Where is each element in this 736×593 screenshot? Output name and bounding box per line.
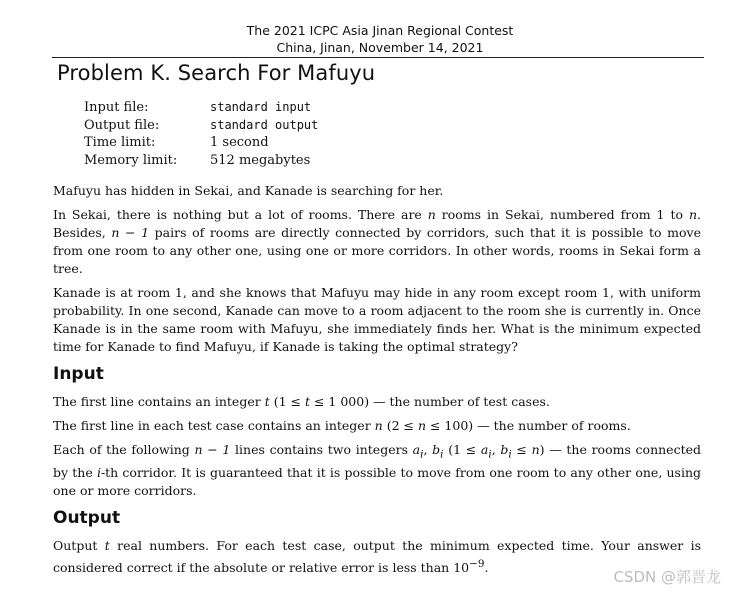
text-span: (1 ≤ bbox=[443, 442, 481, 457]
input-heading: Input bbox=[53, 364, 104, 384]
problem-body bbox=[53, 182, 701, 583]
text-span: rooms in Sekai, numbered from 1 to bbox=[435, 207, 689, 222]
limit-value: 1 second bbox=[210, 135, 269, 151]
limit-value: 512 megabytes bbox=[210, 153, 311, 169]
output-heading: Output bbox=[53, 507, 121, 528]
math-var: n bbox=[374, 418, 383, 433]
math-var: n bbox=[427, 207, 436, 222]
limit-label: Input file: bbox=[84, 100, 149, 115]
text-span: ≤ 1 000) — the number of test cases. bbox=[309, 394, 550, 409]
limit-label: Output file: bbox=[84, 117, 160, 133]
text-span: In Sekai, there is nothing but a lot of rooms. There are bbox=[53, 207, 428, 222]
math-exponent: −9 bbox=[469, 557, 485, 570]
math-subscript: i bbox=[440, 448, 444, 461]
text-span: real numbers. For each test case, output the minimum expected time. Your answer is considered correct if the absolute or relative error is less than 10 bbox=[53, 537, 702, 575]
math-var: t bbox=[264, 394, 270, 409]
limit-row bbox=[84, 99, 318, 117]
math-var: i bbox=[96, 464, 101, 480]
math-var: a bbox=[480, 442, 489, 457]
math-var: b bbox=[432, 442, 441, 457]
input-paragraph bbox=[53, 393, 701, 411]
text-span: (1 ≤ bbox=[269, 394, 305, 409]
math-subscript: i bbox=[488, 448, 492, 461]
input-paragraph bbox=[53, 417, 701, 435]
text-span: . bbox=[484, 559, 489, 575]
text-span: Output bbox=[53, 537, 105, 553]
text-span: . Besides, bbox=[53, 207, 701, 240]
limit-row bbox=[84, 134, 318, 152]
math-expr: n − 1 bbox=[194, 442, 231, 457]
math-subscript: i bbox=[420, 448, 424, 461]
output-paragraph bbox=[53, 537, 701, 577]
text-span: ) — the rooms connected by the bbox=[53, 442, 701, 480]
limits-table bbox=[84, 99, 318, 170]
limit-label: Memory limit: bbox=[84, 153, 178, 169]
text-span: ≤ 100) — the number of rooms. bbox=[426, 418, 631, 433]
header-rule bbox=[52, 57, 704, 58]
limit-row bbox=[84, 117, 318, 135]
text-span: The first line in each test case contains an integer bbox=[53, 418, 375, 433]
math-var: n bbox=[688, 207, 698, 222]
statement-paragraph: Kanade is at room 1, and she knows that Mafuyu may hide in any room except room 1, with uniform probability. In one second, Kanade can move to a room adjacent to the room she is currently in. Once Kanade is in the same room with Mafuyu, she immediately finds her. What is the minimum expected time for Kanade to find Mafuyu, if Kanade is taking the optimal strategy? bbox=[53, 285, 701, 354]
text-span: -th corridor. It is guaranteed that it is possible to move from one room to any other one, using one or more corridors. bbox=[53, 464, 702, 498]
math-var: a bbox=[412, 442, 421, 457]
text-span: The first line contains an integer bbox=[53, 394, 265, 409]
math-var: n bbox=[531, 442, 540, 457]
statement-paragraph bbox=[53, 206, 701, 278]
math-var: n bbox=[417, 418, 427, 433]
math-expr: n − 1 bbox=[111, 225, 150, 240]
math-var: t bbox=[104, 537, 110, 553]
limit-row bbox=[84, 152, 318, 170]
math-var: b bbox=[500, 442, 509, 457]
csdn-watermark: CSDN @郭晋龙 bbox=[613, 568, 721, 586]
text-span: pairs of rooms are directly connected by corridors, such that it is possible to move from one room to any other one, using one or more corridors. In other words, rooms in Sekai form a tree. bbox=[53, 225, 701, 276]
text-span: , bbox=[423, 442, 433, 457]
input-paragraph bbox=[53, 441, 701, 500]
text-span: , bbox=[491, 442, 501, 457]
text-span: (2 ≤ bbox=[382, 418, 418, 433]
contest-header bbox=[0, 22, 736, 56]
contest-date-location: China, Jinan, November 14, 2021 bbox=[276, 40, 484, 55]
text-span: Each of the following bbox=[53, 442, 195, 457]
text-span: lines contains two integers bbox=[230, 442, 413, 457]
math-var: t bbox=[304, 394, 310, 409]
limit-label: Time limit: bbox=[84, 135, 156, 151]
statement-paragraph: Mafuyu has hidden in Sekai, and Kanade is searching for her. bbox=[53, 183, 444, 198]
contest-name: The 2021 ICPC Asia Jinan Regional Contest bbox=[246, 23, 514, 38]
problem-title: Problem K. Search For Mafuyu bbox=[57, 61, 376, 85]
limit-value: standard output bbox=[210, 117, 319, 132]
math-subscript: i bbox=[508, 448, 512, 461]
limit-value: standard input bbox=[210, 100, 312, 114]
text-span: ≤ bbox=[511, 442, 532, 457]
